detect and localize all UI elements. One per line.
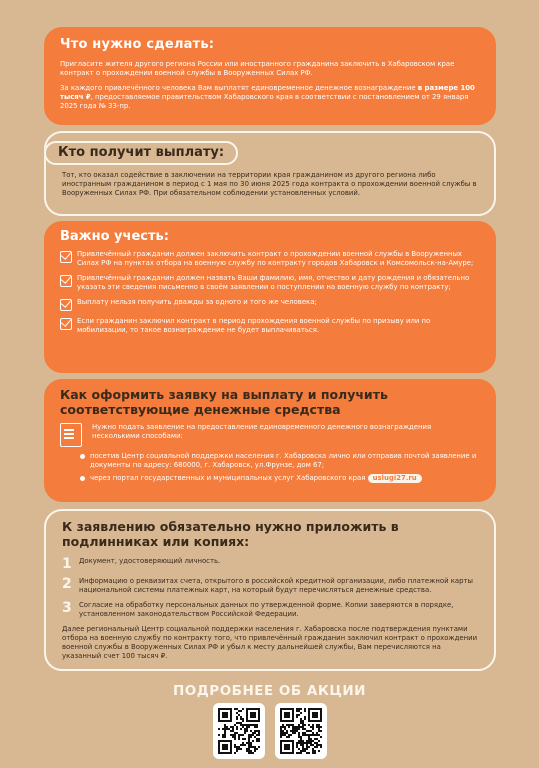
card-who-gets-paid-title-wrap [44,141,238,160]
qr-code-left[interactable] [213,703,265,759]
condition-text: Привлечённый гражданин должен заключить контракт о прохождении военной службы в Вооруженных Силах РФ на пунктах отбора на военную службу по контракту городов Хабаровск и Комсомольск-на-Амуре; [77,250,474,267]
attachment-list [62,557,478,661]
apply-method-portal [80,474,480,483]
card-attachments [44,509,496,671]
card-who-gets-paid-title: Кто получит выплату: [44,141,238,165]
reward-text-end: , предоставляемое правительством Хабаровского края в соответствии с постановлением от 29 января 2025 года № 33-пр. [60,93,469,110]
condition-item [60,298,480,311]
paragraph-reward [60,84,480,111]
card-what-to-do-title: Что нужно сделать: [60,37,215,52]
condition-text: Если гражданин заключил контракт в период прохождения военной службы по призыву или по мобилизации, то такое вознаграждение не будет выплачиваться. [77,317,431,334]
condition-item [60,317,480,335]
paragraph-invite: Пригласите жителя другого региона России или иностранного гражданина заключить в Хабаровском крае контракт о прохождении военной службы в Вооруженных Силах РФ. [60,60,455,77]
attachments-footer-text: Далее региональный Центр социальной поддержки населения г. Хабаровска после подтверждения пунктами отбора на военную службу по контракту того, что привлечённый гражданин заключил контракт о прохождении военной службы в Вооруженных Силах РФ и убыл к месту дальнейшей службы, Вам перечисляются на указанный счет 100 тысяч ₽. [62,625,478,660]
card-what-to-do [44,27,496,125]
portal-link[interactable]: uslugi27.ru [368,474,422,483]
item-number: 3 [62,600,72,616]
card-important [44,221,496,373]
attachment-item [62,577,478,595]
checkbox-icon [60,275,72,287]
condition-item [60,250,480,268]
attachment-item [62,557,478,571]
bullet-icon [80,476,85,481]
card-important-title: Важно учесть: [60,229,169,244]
card-who-gets-paid [44,131,496,216]
condition-text: Выплату нельзя получить дважды за одного и того же человека; [77,298,317,306]
checkbox-icon [60,251,72,263]
condition-list [60,250,480,335]
card-what-to-do-text [60,60,480,111]
qr-code-icon [280,708,322,754]
document-icon [60,423,82,447]
reward-text-start: За каждого привлечённого человека Вам выплатят единовременное денежное вознаграждение [60,84,418,92]
condition-item [60,274,480,292]
checkbox-icon [60,299,72,311]
card-who-gets-paid-text: Тот, кто оказал содействие в заключении на территории края гражданином из другого региона либо иностранным гражданином в период с 1 мая по 30 июня 2025 года контракта о прохождении военной службы в Вооруженных Силах РФ. При обязательном соблюдении установленных условий. [62,171,477,197]
apply-intro-text: Нужно подать заявление на предоставление единовременного денежного вознаграждения несколькими способами: [92,423,432,440]
attachment-text: Согласие на обработку персональных данных по утвержденной форме. Копии заверяются в порядке, установленном законодательством Российской Федерации. [79,601,454,618]
attachment-text: Документ, удостоверяющий личность. [79,557,221,565]
apply-method-text: через портал государственных и муниципальных услуг Хабаровского края [90,474,366,482]
item-number: 1 [62,556,72,572]
qr-code-icon [218,708,260,754]
attachment-text: Информацию о реквизитах счета, открытого в российской кредитной организации, либо платежной карты национальной системы платежных карт, на который будут перечисляться денежные средства. [79,577,473,594]
more-info-heading: ПОДРОБНЕЕ ОБ АКЦИИ [173,683,366,699]
apply-method-text: посетив Центр социальной поддержки населения г. Хабаровска лично или отправив почтой заявление и документы по адресу: 680000, г. Хабаровск, ул.Фрунзе, дом 67; [90,452,477,469]
card-how-to-apply [44,379,496,502]
card-how-to-apply-title: Как оформить заявку на выплату и получить соответствующие денежные средства [60,387,388,417]
bullet-icon [80,454,85,459]
apply-method-visit [80,452,480,470]
apply-intro [60,423,480,447]
item-number: 2 [62,576,72,592]
qr-code-right[interactable] [275,703,327,759]
attachment-item [62,601,478,619]
card-how-to-apply-text [60,423,480,483]
card-attachments-title: К заявлению обязательно нужно приложить в подлинниках или копиях: [62,519,399,549]
checkbox-icon [60,318,72,330]
condition-text: Привлечённый гражданин должен назвать Ваши фамилию, имя, отчество и дату рождения и обязательно указать эти сведения письменно в своём заявлении о поступлении на военную службу по контракту; [77,274,470,291]
reward-amount: в размере 100 тысяч ₽ [60,84,475,101]
